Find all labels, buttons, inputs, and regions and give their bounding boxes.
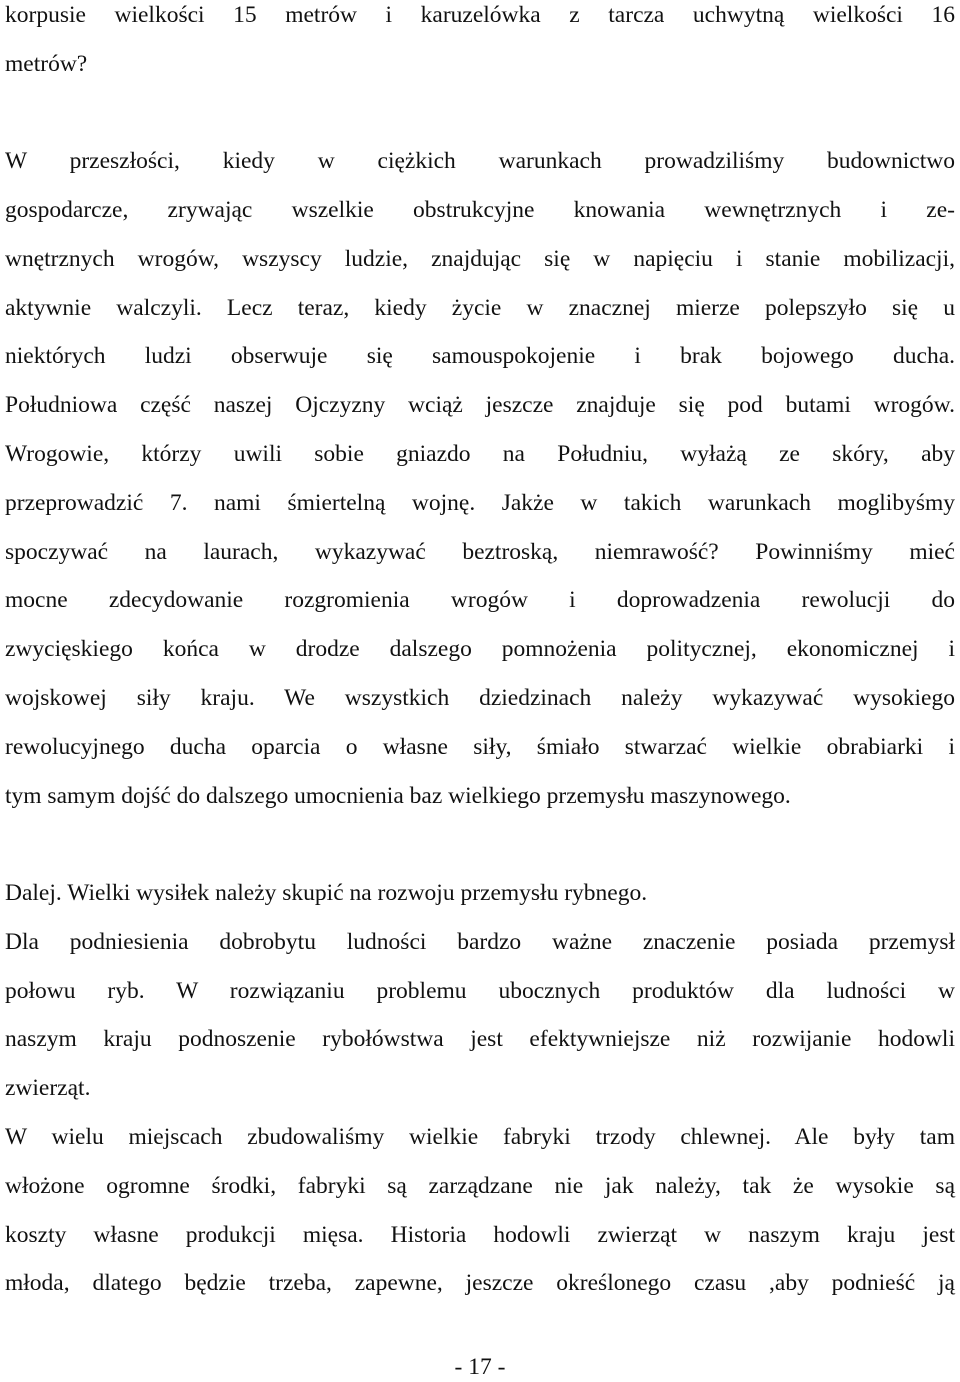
text-line: W przeszłości, kiedy w ciężkich warunkach prowadziliśmy budownictwo — [5, 148, 955, 174]
text-line: młoda, dlatego będzie trzeba, zapewne, jeszcze określonego czasu ,aby podnieść ją — [5, 1270, 955, 1296]
text-line: tym samym dojść do dalszego umocnienia baz wielkiego przemysłu maszynowego. — [5, 783, 791, 809]
text-line: rewolucyjnego ducha oparcia o własne siły, śmiało stwarzać wielkie obrabiarki i — [5, 734, 955, 760]
text-line: metrów? — [5, 51, 88, 77]
text-line: gospodarcze, zrywając wszelkie obstrukcyjne knowania wewnętrznych i ze- — [5, 197, 955, 223]
text-line: wojskowej siły kraju. We wszystkich dziedzinach należy wykazywać wysokiego — [5, 685, 955, 711]
text-line: Dla podniesienia dobrobytu ludności bardzo ważne znaczenie posiada przemysł — [5, 929, 955, 955]
text-line: wnętrznych wrogów, wszyscy ludzie, znajdując się w napięciu i stanie mobilizacji, — [5, 246, 955, 272]
text-line: niektórych ludzi obserwuje się samouspokojenie i brak bojowego ducha. — [5, 343, 955, 369]
text-line: włożone ogromne środki, fabryki są zarządzane nie jak należy, tak że wysokie są — [5, 1173, 955, 1199]
text-line: przeprowadzić 7. nami śmiertelną wojnę. Jakże w takich warunkach moglibyśmy — [5, 490, 955, 516]
text-line: aktywnie walczyli. Lecz teraz, kiedy życie w znacznej mierze polepszyło się u — [5, 295, 955, 321]
text-line: Dalej. Wielki wysiłek należy skupić na rozwoju przemysłu rybnego. — [5, 880, 648, 906]
text-line: koszty własne produkcji mięsa. Historia hodowli zwierząt w naszym kraju jest — [5, 1222, 955, 1248]
text-line: W wielu miejscach zbudowaliśmy wielkie fabryki trzody chlewnej. Ale były tam — [5, 1124, 955, 1150]
text-line: zwycięskiego końca w drodze dalszego pomnożenia politycznej, ekonomicznej i — [5, 636, 955, 662]
text-line: naszym kraju podnoszenie rybołówstwa jest efektywniejsze niż rozwijanie hodowli — [5, 1026, 955, 1052]
page-number: - 17 - — [454, 1354, 506, 1380]
text-line: Południowa część naszej Ojczyzny wciąż jeszcze znajduje się pod butami wrogów. — [5, 392, 955, 418]
text-line: zwierząt. — [5, 1075, 91, 1101]
text-line: spoczywać na laurach, wykazywać beztroską, niemrawość? Powinniśmy mieć — [5, 539, 955, 565]
text-line: korpusie wielkości 15 metrów i karuzelówka z tarcza uchwytną wielkości 16 — [5, 2, 955, 28]
text-line: połowu ryb. W rozwiązaniu problemu ubocznych produktów dla ludności w — [5, 978, 955, 1004]
text-line: Wrogowie, którzy uwili sobie gniazdo na Południu, wyłażą ze skóry, aby — [5, 441, 955, 467]
text-line: mocne zdecydowanie rozgromienia wrogów i doprowadzenia rewolucji do — [5, 587, 955, 613]
